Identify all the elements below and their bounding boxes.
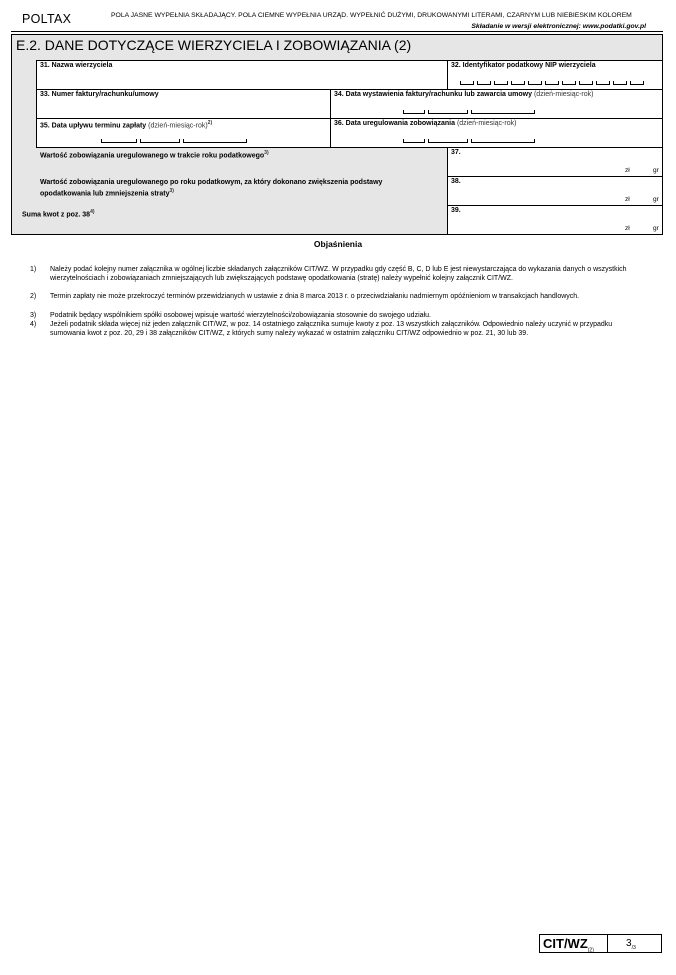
row-39-label: Suma kwot z poz. 38$^{4)}$: [22, 209, 95, 219]
field-label: 32. Identyfikator podatkowy NIP wierzyciela: [451, 62, 596, 69]
amount-37-field[interactable]: [447, 147, 663, 177]
note-text: Należy podać kolejny numer załącznika w ogólnej liczbie składanych załączników CIT/WZ. W przypadku gdy część B, C, D lub E jest niewystarczająca do wykazania danych o wszystkich wierzytelnościach i zobowiązaniach zmniejszających lub zwiększających podstawę opodatkowania (stratę) należy wypełnić kolejny załącznik CIT/WZ.: [50, 266, 627, 282]
date-boxes: [403, 139, 538, 143]
note-number: 4): [30, 321, 37, 328]
currency-gr: gr: [653, 225, 659, 232]
currency-gr: gr: [653, 196, 659, 203]
invoice-number-field[interactable]: [36, 89, 331, 119]
invoice-date-field[interactable]: [330, 89, 663, 119]
currency-zl: zł: [625, 225, 630, 232]
row-38-label: Wartość zobowiązania uregulowanego po roku podatkowym, za który dokonano zwiększenia podstawy opodatkowania lub zmniejszenia straty$^{3)}$: [40, 179, 383, 198]
field-label: 34. Data wystawienia faktury/rachunku lub zawarcia umowy (dzień-miesiąc-rok): [334, 91, 594, 98]
field-label: 31. Nazwa wierzyciela: [40, 62, 113, 69]
currency-gr: gr: [653, 167, 659, 174]
amount-38-field[interactable]: [447, 176, 663, 206]
note-number: 3): [30, 312, 37, 319]
nip-digit-boxes: [460, 81, 647, 85]
electronic-filing-note: Składanie w wersji elektronicznej: www.podatki.gov.pl: [471, 23, 646, 30]
section-title: E.2. DANE DOTYCZĄCE WIERZYCIELA I ZOBOWIĄZANIA (2): [16, 37, 412, 53]
note-number: 2): [30, 293, 37, 300]
form-footer: [539, 934, 662, 953]
explanations-title: Objaśnienia: [313, 239, 363, 249]
payment-due-date-field[interactable]: [36, 118, 331, 148]
creditor-name-field[interactable]: [36, 60, 448, 90]
date-boxes: [101, 139, 250, 143]
field-label: 33. Numer faktury/rachunku/umowy: [40, 91, 159, 98]
date-boxes: [403, 110, 538, 114]
amount-39-field[interactable]: [447, 205, 663, 235]
field-number: 38.: [451, 178, 461, 185]
currency-zl: zł: [625, 167, 630, 174]
fill-instructions: POLA JASNE WYPEŁNIA SKŁADAJĄCY. POLA CIEMNE WYPEŁNIA URZĄD. WYPEŁNIĆ DUŻYMI, DRUKOWANYMI LITERAMI, CZARNYM LUB NIEBIESKIM KOLOREM: [111, 12, 632, 19]
row-37-label: Wartość zobowiązania uregulowanego w trakcie roku podatkowego$^{3)}$: [40, 150, 269, 160]
page-number: $3_{/3}$: [626, 938, 636, 951]
field-number: 37.: [451, 149, 461, 156]
note-number: 1): [30, 266, 37, 273]
settlement-date-field[interactable]: [330, 118, 663, 148]
field-label: 35. Data upływu terminu zapłaty (dzień-miesiąc-rok)$^{2)}$: [40, 120, 213, 130]
field-label: 36. Data uregulowania zobowiązania (dzień-miesiąc-rok): [334, 120, 517, 127]
form-name: CIT/$WZ_{(2)}$: [540, 935, 608, 952]
currency-zl: zł: [625, 196, 630, 203]
note-text: Jeżeli podatnik składa więcej niż jeden załącznik CIT/WZ, w poz. 14 ostatniego załącznika sumuje kwoty z poz. 13 wszystkich załączników. Odpowiednio należy uczynić w przypadku sumowania kwot z poz. 20, 29 i 38 załączników CIT/WZ, z których sumy należy wykazać w ostatnim załączniku CIT/WZ odpowiednio w poz. 21, 30 lub 39.: [50, 321, 613, 337]
header-divider: [11, 31, 663, 32]
creditor-nip-field[interactable]: [447, 60, 663, 90]
note-text: Podatnik będący wspólnikiem spółki osobowej wpisuje wartość wierzytelności/zobowiązania stosownie do swojego udziału.: [50, 312, 431, 319]
note-text: Termin zapłaty nie może przekroczyć terminów przewidzianych w ustawie z dnia 8 marca 2013 r. o przeciwdziałaniu nadmiernym opóźnieniom w transakcjach handlowych.: [50, 293, 580, 300]
field-number: 39.: [451, 207, 461, 214]
brand-logo: POLTAX: [22, 12, 72, 26]
